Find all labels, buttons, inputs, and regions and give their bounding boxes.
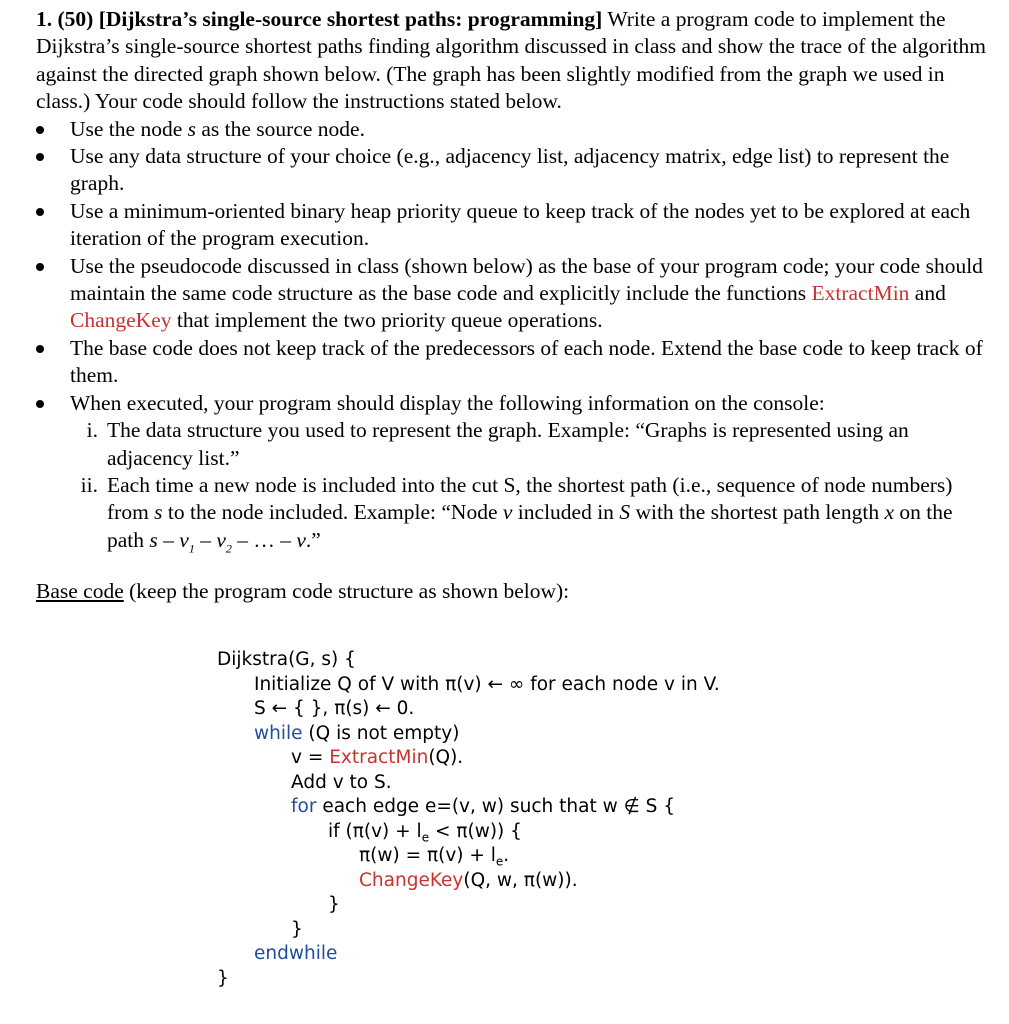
question-intro-text: Write a program code to implement the Dijkstra’s single-source shortest paths finding algorithm discussed in class and show the trace of the algorithm against the directed graph shown below. (The graph has been slightly modified from the graph we used in class.) Your code should follow the instructions stated below.	[36, 7, 986, 114]
ii-a: Each time a new node is included into the cut S, the shortest path (i.e., sequence of node numbers) from	[107, 472, 953, 525]
while-keyword: while	[254, 722, 303, 744]
ii-S: S	[619, 500, 631, 525]
path-s: s	[149, 527, 158, 552]
code-line-6: Add v to S.	[291, 771, 392, 793]
path-dash-4: –	[280, 527, 297, 552]
l5-pre: v =	[291, 747, 330, 768]
l9-post: .	[503, 845, 510, 866]
path-dots: …	[253, 527, 281, 552]
code-line-14: }	[217, 967, 229, 989]
ii-e: on the path	[107, 500, 953, 552]
ii-end: .”	[305, 527, 321, 552]
instruction-4	[36, 253, 986, 335]
b1-var: s	[187, 116, 196, 141]
b1-post: as the source node.	[196, 116, 365, 141]
roman-ii: ii.	[80, 472, 98, 497]
code-line-11: }	[328, 894, 340, 915]
changekey-call: ChangeKey	[359, 869, 464, 891]
for-condition: each edge e=(v, w) such that w ∉ S {	[316, 796, 675, 817]
path-dash-3: –	[231, 527, 254, 552]
question-text	[36, 6, 986, 606]
l8-sub: e	[421, 830, 430, 845]
code-line-12: }	[291, 918, 303, 940]
l9-pre: π(w) = π(v) + l	[359, 845, 496, 866]
l5-post: (Q).	[428, 747, 464, 768]
ii-s: s	[154, 500, 163, 525]
code-line-1: Dijkstra(G, s) {	[217, 649, 356, 670]
output-item-ii	[70, 472, 986, 554]
code-line-2: Initialize Q of V with π(v) ← ∞ for each node v in V.	[254, 673, 720, 695]
code-line-4	[217, 722, 720, 747]
code-line-7	[217, 795, 720, 820]
instruction-list	[36, 116, 986, 555]
b6-text: When executed, your program should display the following information on the console:	[70, 390, 825, 415]
instruction-2: Use any data structure of your choice (e.g., adjacency list, adjacency matrix, edge list) to represent the graph.	[36, 143, 986, 198]
b4-mid: and	[909, 281, 946, 306]
ii-v: v	[502, 500, 513, 525]
code-line-5	[217, 746, 720, 771]
path-v1: v	[179, 527, 189, 552]
b1-pre: Use the node	[70, 116, 188, 141]
path-sub-2: 2	[225, 541, 232, 556]
ii-b: to the node included. Example: “Node	[162, 500, 503, 525]
base-code-heading	[36, 578, 986, 605]
instruction-6	[36, 390, 986, 554]
roman-i: i.	[86, 418, 98, 443]
question-number: 1. (50)	[36, 7, 94, 31]
path-v2: v	[216, 527, 226, 552]
code-line-13: endwhile	[254, 943, 338, 964]
instruction-1	[36, 116, 986, 143]
l8-post: < π(w)) {	[429, 820, 522, 842]
ii-d: with the shortest path length	[630, 500, 885, 525]
ii-c: included in	[512, 500, 620, 525]
path-dash-2: –	[194, 527, 217, 552]
extractmin-call: ExtractMin	[329, 747, 429, 768]
b4-post: that implement the two priority queue operations.	[171, 308, 603, 333]
question-title: [Dijkstra’s single-source shortest paths: programming]	[98, 7, 603, 31]
l10-post: (Q, w, π(w)).	[463, 869, 578, 891]
code-line-9	[217, 844, 720, 869]
l8-pre: if (π(v) + l	[328, 820, 422, 842]
l9-sub: e	[495, 854, 504, 869]
changekey-fn: ChangeKey	[70, 308, 172, 333]
code-line-3: S ← { }, π(s) ← 0.	[254, 698, 415, 719]
path-dash-1: –	[157, 527, 180, 552]
base-code-label: Base code	[36, 579, 124, 604]
ii-x: x	[884, 500, 894, 525]
question-intro	[36, 6, 986, 116]
while-condition: (Q is not empty)	[302, 722, 460, 744]
instruction-3: Use a minimum-oriented binary heap priority queue to keep track of the nodes yet to be explored at each iteration of the program execution.	[36, 198, 986, 253]
b4-pre: Use the pseudocode discussed in class (shown below) as the base of your program code; your code should maintain the same code structure as the base code and explicitly include the functions	[70, 253, 983, 306]
path-sub-1: 1	[188, 541, 195, 556]
for-keyword: for	[291, 796, 317, 817]
output-item-i	[70, 417, 986, 472]
code-line-10	[217, 869, 720, 894]
code-line-8	[217, 820, 720, 845]
output-list	[70, 417, 986, 554]
base-code-rest: (keep the program code structure as shown below):	[123, 579, 570, 604]
instruction-5: The base code does not keep track of the predecessors of each node. Extend the base code to keep track of them.	[36, 335, 986, 390]
extractmin-fn: ExtractMin	[811, 281, 910, 306]
sub-i-text: The data structure you used to represent the graph. Example: “Graphs is represented using an adjacency list.”	[107, 418, 909, 470]
path-v: v	[296, 527, 306, 552]
pseudocode-block	[217, 648, 720, 991]
